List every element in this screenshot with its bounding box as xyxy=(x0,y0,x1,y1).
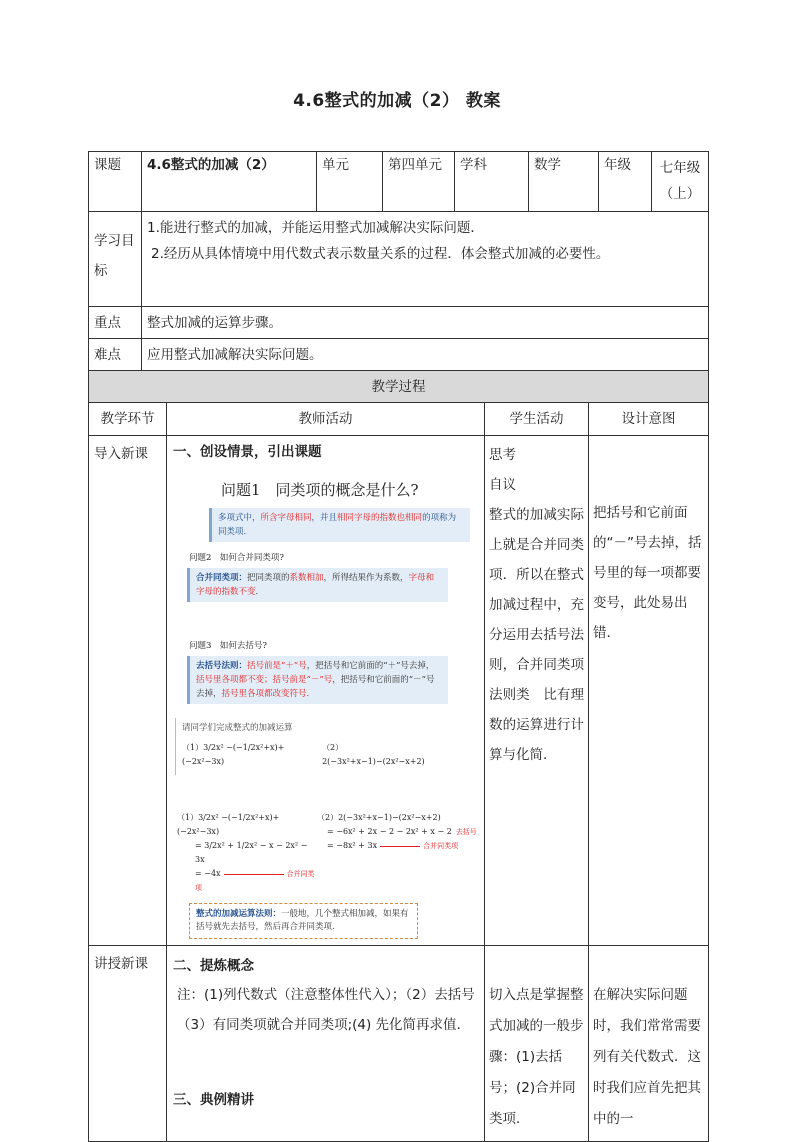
intro-slides xyxy=(173,480,478,939)
question-2: 问题2 如何合并同类项? xyxy=(189,553,284,563)
solution-1-line-2: = 3/2x² + 1/2x² − x − 2x² − 3x xyxy=(195,841,308,864)
stage-intro: 导入新课 xyxy=(89,436,167,946)
exercise-1: （1）3/2x² −(−1/2x²+x)+(−2x²−3x) xyxy=(182,743,285,766)
solution-2-line-3: = −8x² + 3x xyxy=(327,841,378,850)
exercise-title: 请同学们完成整式的加减运算 xyxy=(182,723,293,733)
question-1: 问题1 同类项的概念是什么? xyxy=(221,481,419,499)
question-3: 问题3 如何去括号? xyxy=(189,641,267,651)
process-header: 教学过程 xyxy=(89,371,709,403)
col-intent-header: 设计意图 xyxy=(589,403,709,436)
difficulty-value: 应用整式加减解决实际问题。 xyxy=(142,339,709,371)
col-student-header: 学生活动 xyxy=(485,403,589,436)
key-value: 整式加减的运算步骤。 xyxy=(142,307,709,339)
student-activity-teach: 切入点是掌握整式加减的一般步骤：(1)去括号；(2)合并同类项． xyxy=(485,946,589,1142)
goal-2: 2.经历从具体情境中用代数式表示数量关系的过程．体会整式加减的必要性。 xyxy=(151,246,610,262)
solutions: （1）3/2x² −(−1/2x²+x)+(−2x²−3x) = 3/2x² + 1/2x² − x − 2x² − 3x = −4x 合并同类项 （2）2(−3x²+x−1)−(2x²−x+2) = −6x² + 2x − 2 − 2x² + x − 2 去括号 = −8x² + 3x 合并同类项 xyxy=(177,813,477,892)
concept-note: 注：(1)列代数式（注意整体性代入）；（2）去括号（3）有同类项就合并同类项;(4) 先化简再求值. xyxy=(177,987,475,1033)
solution-1-line-1: （1）3/2x² −(−1/2x²+x)+(−2x²−3x) xyxy=(177,813,280,836)
course-value: 4.6整式的加减（2） xyxy=(142,152,317,212)
solution-2-line-1: （2）2(−3x²+x−1)−(2x²−x+2) xyxy=(317,813,441,822)
exercise-2: （2）2(−3x²+x−1)−(2x²−x+2) xyxy=(322,743,425,766)
teaching-process-table xyxy=(88,370,709,1142)
question-3-answer: 去括号法则：括号前是“＋”号，把括号和它前面的“＋”号去掉，括号里各项都不变；括号前是“－”号，把括号和它前面的“－”号去掉，括号里各项都改变符号. xyxy=(187,656,448,704)
unit-value: 第四单元 xyxy=(383,152,455,212)
difficulty-label: 难点 xyxy=(89,339,142,371)
example-heading: 三、典例精讲 xyxy=(173,1092,254,1108)
question-2-answer: 合并同类项：把同类项的系数相加，所得结果作为系数，字母和字母的指数不变. xyxy=(187,568,448,602)
goal-label: 学习目标 xyxy=(89,212,142,307)
grade-value: 七年级（上） xyxy=(652,152,709,212)
solution-1-line-3: = −4x xyxy=(195,869,221,878)
goal-1: 1.能进行整式的加减，并能运用整式加减解决实际问题． xyxy=(147,220,484,236)
intro-heading: 一、创设情景，引出课题 xyxy=(173,444,322,460)
question-1-answer: 多项式中，所含字母相同，并且相同字母的指数也相同的项称为同类项. xyxy=(209,508,470,542)
operation-rule-box: 整式的加减运算法则：一般地，几个整式相加减，如果有括号就先去括号，然后再合并同类项. xyxy=(189,903,418,939)
subject-value: 数学 xyxy=(529,152,599,212)
col-stage-header: 教学环节 xyxy=(89,403,167,436)
unit-label: 单元 xyxy=(317,152,383,212)
key-label: 重点 xyxy=(89,307,142,339)
design-intent-intro: 把括号和它前面的“－”号去掉，括号里的每一项都要变号，此处易出错． xyxy=(589,436,709,946)
concept-heading: 二、提炼概念 xyxy=(173,958,254,974)
lesson-info-table xyxy=(88,151,709,371)
course-label: 课题 xyxy=(89,152,142,212)
design-intent-teach: 在解决实际问题时，我们常常需要列有关代数式．这时我们应首先把其中的一 xyxy=(589,946,709,1142)
stage-teach: 讲授新课 xyxy=(89,946,167,1142)
page-title: 4.6整式的加减（2） 教案 xyxy=(293,91,501,111)
student-activity-intro: 思考 自议 整式的加减实际上就是合并同类项．所以在整式加减过程中，充分运用去括号法则，合并同类项法则类 比有理数的运算进行计算与化简. xyxy=(485,436,589,946)
col-teacher-header: 教师活动 xyxy=(167,403,485,436)
grade-label: 年级 xyxy=(599,152,652,212)
solution-2-line-2: = −6x² + 2x − 2 − 2x² + x − 2 xyxy=(327,827,452,836)
subject-label: 学科 xyxy=(455,152,529,212)
